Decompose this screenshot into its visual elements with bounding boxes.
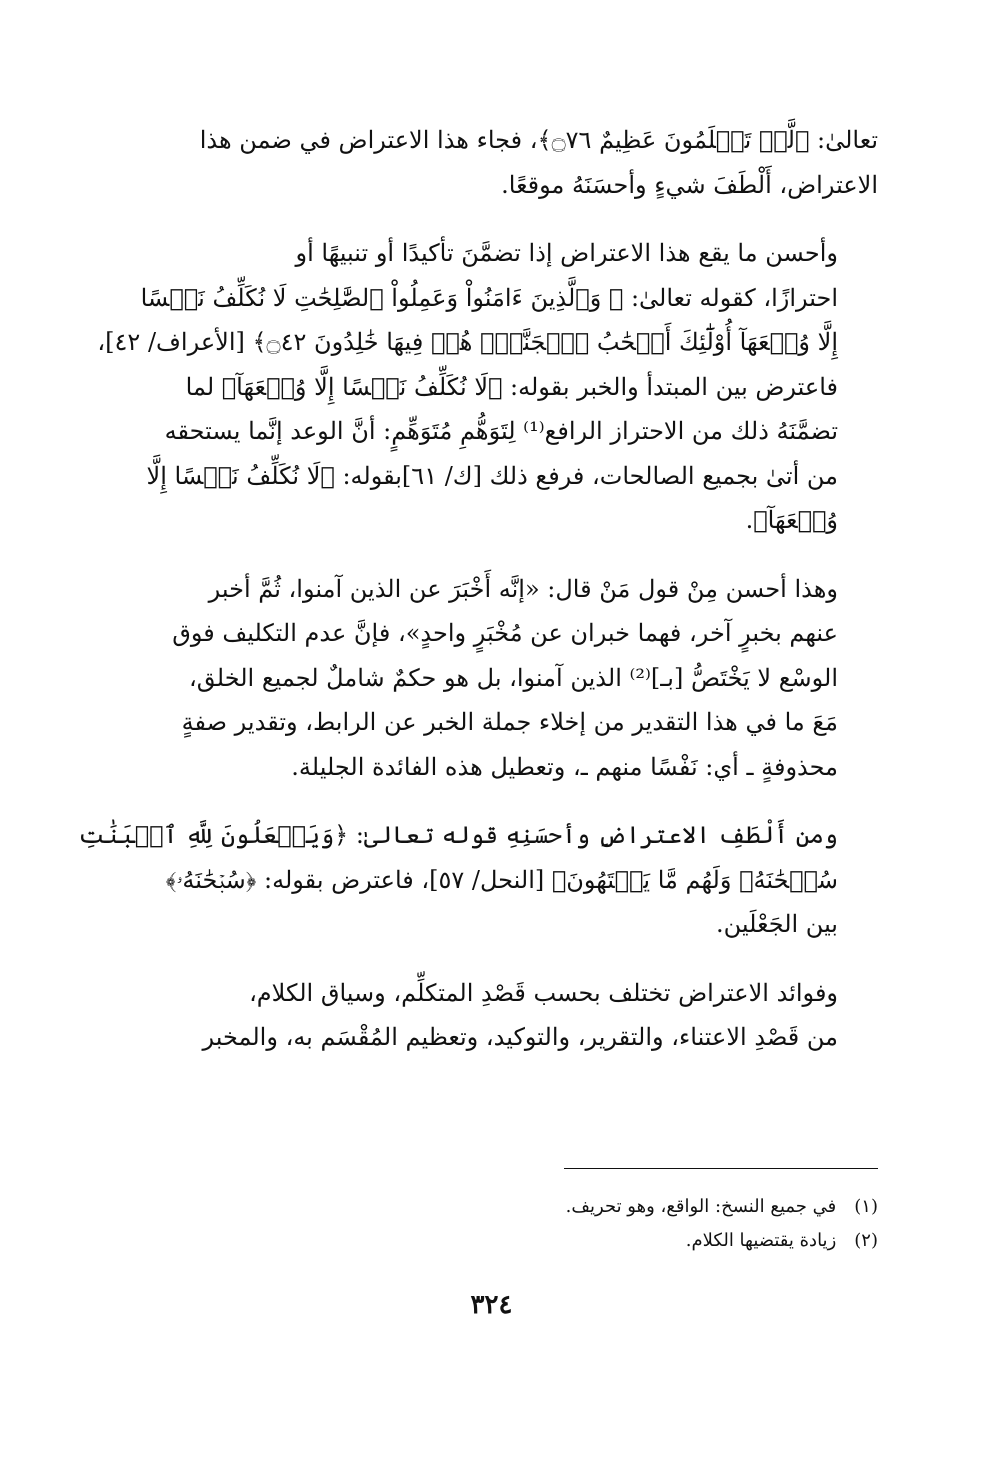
paragraph-2 — [97, 231, 878, 543]
main-text — [78, 118, 878, 1084]
text-line: وفوائد الاعتراض تختلف بحسب قَصْدِ المتكلِّم، وسياق الكلام، — [249, 978, 838, 1007]
footnote-number: (٢) — [854, 1230, 878, 1251]
footnote-text: زيادة يقتضيها الكلام. — [685, 1230, 837, 1251]
text-line: تضمَّنَهُ ذلك من الاحتراز الرافع⁽¹⁾ لِتَوَهُّمِ مُتَوَهِّمٍ: أنَّ الوعد إنَّما يستحقه — [164, 417, 838, 445]
text-line: وُسۡعَهَآ﴾. — [745, 506, 838, 534]
footnote-separator — [564, 1168, 878, 1169]
paragraph-3 — [108, 567, 878, 790]
footnotes — [108, 1190, 878, 1258]
text-line: سُبۡحَٰنَهُۥ وَلَهُم مَّا يَشۡتَهُونَ﴾ [النحل/ ٥٧]، فاعترض بقوله: ﴿سُبۡحَٰنَهُۥ﴾ — [165, 865, 838, 894]
text-line: الاعتراض، أَلْطَفَ شيءٍ وأحسَنَهُ موقعًا. — [501, 170, 878, 199]
footnote-2 — [108, 1224, 878, 1258]
paragraph-4 — [78, 813, 878, 947]
text-line: تعالىٰ: ﴿لَّوۡ تَعۡلَمُونَ عَظِيمٌ ۝٧٦﴾، فجاء هذا الاعتراض في ضمن هذا — [199, 126, 878, 154]
text-line: محذوفةٍ ـ أي: نَفْسًا منهم ـ، وتعطيل هذه الفائدة الجليلة. — [291, 752, 838, 781]
text-line: ومن أَلْطَفِ الاعتراضِ وأحسَنِهِ قوله تعالىٰ: ﴿وَيَجۡعَلُونَ لِلَّهِ ٱلۡبَنَٰتِ — [78, 821, 838, 849]
text-line: إِلَّا وُسۡعَهَآ أُوْلَٰٓئِكَ أَصۡحَٰبُ ٱلۡجَنَّةِۖ هُمۡ فِيهَا خَٰلِدُونَ ۝٤٢﴾ [الأعراف/ ٤٢]، — [97, 328, 838, 356]
text-line: فاعترض بين المبتدأ والخبر بقوله: ﴿لَا نُكَلِّفُ نَفۡسًا إِلَّا وُسۡعَهَآ﴾ لما — [185, 372, 838, 401]
footnote-1 — [108, 1190, 878, 1224]
footnote-number: (١) — [854, 1196, 878, 1217]
text-line: احترازًا، كقوله تعالىٰ: ﴿ وَٱلَّذِينَ ءَامَنُواْ وَعَمِلُواْ ٱلصَّٰلِحَٰتِ لَا نُكَلِّفُ نَفۡسًا — [140, 283, 838, 312]
footnote-text: في جميع النسخ: الواقع، وهو تحريف. — [565, 1196, 837, 1217]
page-number: ٣٢٤ — [470, 1290, 513, 1320]
text-line: وهذا أحسن مِنْ قول مَنْ قال: «إنَّه أَخْبَرَ عن الذين آمنوا، ثُمَّ أخبر — [208, 574, 838, 603]
text-line: عنهم بخبرٍ آخر، فهما خبران عن مُخْبَرٍ واحدٍ»، فإنَّ عدم التكليف فوق — [172, 619, 838, 647]
text-line: من أتىٰ بجميع الصالحات، فرفع ذلك [ك/ ٦١]بقوله: ﴿لَا نُكَلِّفُ نَفۡسًا إِلَّا — [146, 461, 838, 490]
text-line: من قَصْدِ الاعتناء، والتقرير، والتوكيد، وتعظيم المُقْسَم به، والمخبر — [202, 1023, 838, 1051]
paragraph-5 — [108, 971, 878, 1060]
text-line: مَعَ ما في هذا التقدير من إخلاء جملة الخبر عن الرابط، وتقدير صفةٍ — [181, 708, 838, 736]
text-line: الوسْع لا يَخْتَصُّ [بـ]⁽²⁾ الذين آمنوا، بل هو حكمٌ شاملٌ لجميع الخلق، — [189, 663, 838, 692]
paragraph-1 — [108, 118, 878, 207]
text-line: وأحسن ما يقع هذا الاعتراض إذا تضمَّنَ تأكيدًا أو تنبيهًا أو — [295, 239, 838, 267]
text-line: بين الجَعْلَين. — [716, 910, 838, 938]
